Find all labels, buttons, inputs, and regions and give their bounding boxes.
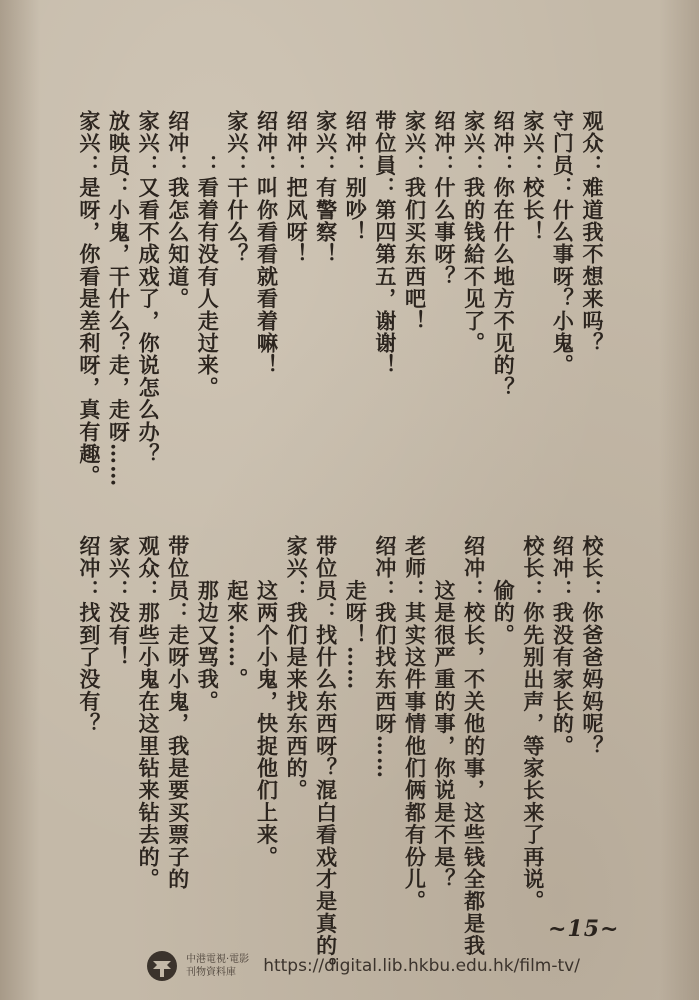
archive-name-line1: 中港電視·電影: [186, 954, 250, 965]
dialogue-line: 家兴：我们是来找东西的。: [284, 535, 310, 802]
dialogue-line: 带位員：第四第五，谢谢！: [372, 110, 398, 377]
page-number: ~15~: [548, 916, 620, 942]
dialogue-line: 走呀！……: [343, 535, 369, 691]
dialogue-line: 绍冲：找到了没有？: [76, 535, 102, 735]
dialogue-line: 家兴：校长！: [520, 110, 546, 244]
dialogue-line: 绍冲：我怎么知道。: [165, 110, 191, 310]
dialogue-line: 家兴：干什么？: [224, 110, 250, 266]
dialogue-line: 这两个小鬼，快捉他们上来。: [254, 535, 280, 868]
dialogue-line: 家兴：我的钱給不见了。: [461, 110, 487, 355]
dialogue-line: 老师：其实这件事情他们俩都有份儿。: [402, 535, 428, 913]
script-block-top: [74, 110, 607, 488]
archive-logo-icon: [146, 950, 178, 982]
dialogue-line: 绍冲：把风呀！: [284, 110, 310, 266]
dialogue-line: 家兴：没有！: [106, 535, 132, 669]
dialogue-line: 绍冲：什么事呀？: [432, 110, 458, 288]
archive-footer: [146, 946, 580, 986]
page-shadow-left: [0, 0, 40, 1000]
dialogue-line: 家兴：我们买东西吧！: [402, 110, 428, 332]
dialogue-line: 带位员：走呀小鬼，我是要买票子的: [165, 535, 191, 891]
dialogue-line: 家兴：是呀，你看是差利呀，真有趣。: [76, 110, 102, 488]
page-shadow-right: [659, 0, 699, 1000]
dialogue-line: 绍冲：别吵！: [343, 110, 369, 244]
dialogue-line: 偷的。: [491, 535, 517, 646]
dialogue-line: 带位员：找什么东西呀？混白看戏才是真的。: [313, 535, 339, 979]
archive-url-link[interactable]: https://digital.lib.hkbu.edu.hk/film-tv/: [263, 956, 580, 976]
dialogue-line: 观众：那些小鬼在这里钻来钻去的。: [136, 535, 162, 891]
dialogue-line: 绍冲：叫你看看就看着嘛！: [254, 110, 280, 377]
dialogue-line: 家兴：有警察！: [313, 110, 339, 266]
dialogue-line: 绍冲：你在什么地方不见的？: [491, 110, 517, 399]
dialogue-line: 绍冲：我们找东西呀……: [372, 535, 398, 780]
dialogue-line: 校长：你爸爸妈妈呢？: [580, 535, 605, 757]
dialogue-line: ：看着有没有人走过来。: [195, 110, 221, 399]
dialogue-line: 绍冲：校长，不关他的事，这些钱全都是我: [461, 535, 487, 957]
dialogue-line: 家兴：又看不成戏了，你说怎么办？: [136, 110, 162, 466]
dialogue-line: 观众：难道我不想来吗？: [580, 110, 605, 355]
dialogue-line: 校长：你先别出声，等家长来了再说。: [520, 535, 546, 913]
dialogue-line: 起來……。: [224, 535, 250, 691]
archive-name-line2: 刊物資料庫: [186, 967, 236, 978]
dialogue-line: 那边又骂我。: [195, 535, 221, 713]
dialogue-line: 绍冲：我没有家长的。: [550, 535, 576, 757]
dialogue-line: 放映员：小鬼，干什么？走，走呀……: [106, 110, 132, 488]
dialogue-line: 这是很严重的事，你说是不是？: [432, 535, 458, 891]
archive-name: [186, 953, 249, 979]
dialogue-line: 守门员：什么事呀？小鬼。: [550, 110, 576, 377]
